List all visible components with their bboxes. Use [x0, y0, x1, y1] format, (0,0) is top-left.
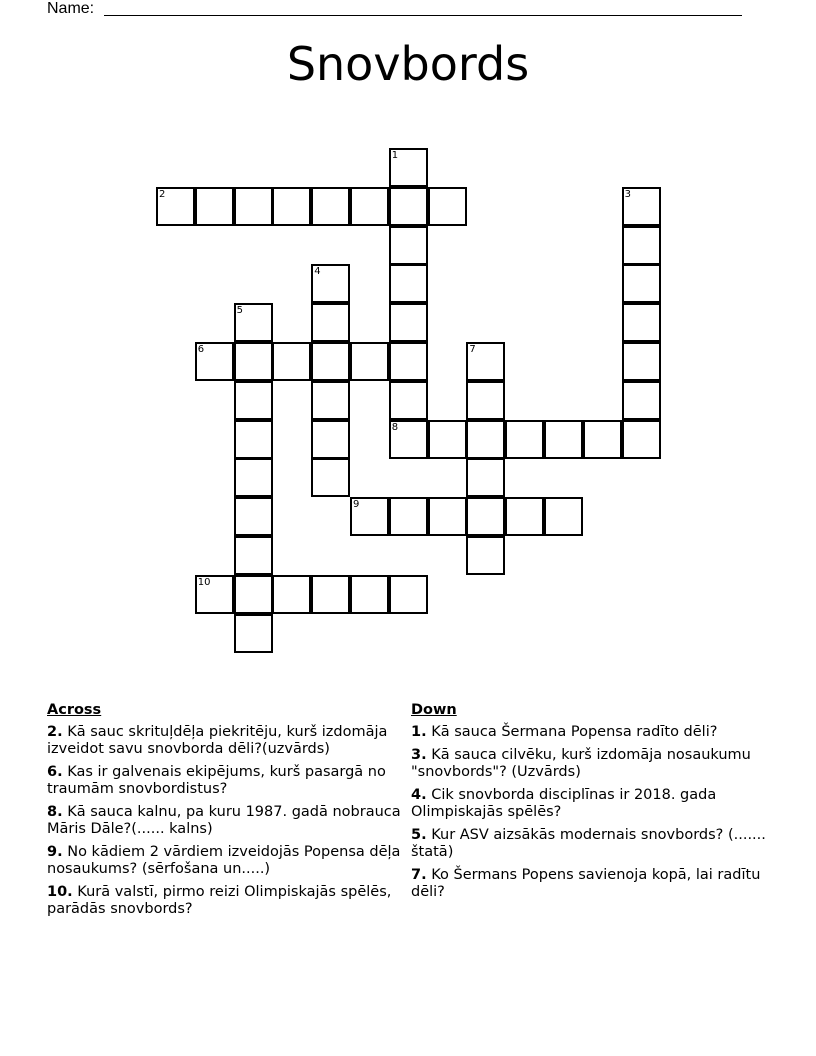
crossword-cell[interactable]	[195, 187, 234, 226]
crossword-cell[interactable]	[311, 187, 350, 226]
crossword-cell[interactable]	[234, 381, 273, 420]
crossword-cell[interactable]	[389, 226, 428, 265]
clue-down-3: 3. Kā sauca cilvēku, kurš izdomāja nosaukumu "snovbords"? (Uzvārds)	[411, 747, 751, 780]
clue-number: 10	[197, 576, 211, 588]
crossword-cell[interactable]	[466, 536, 505, 575]
crossword-cell[interactable]	[350, 187, 389, 226]
clue-across-10: 10. Kurā valstī, pirmo reizi Olimpiskajās spēlēs, parādās snovbords?	[47, 884, 392, 917]
crossword-cell[interactable]	[389, 575, 428, 614]
clue-across-2: 2. Kā sauc skrituļdēļa piekritēju, kurš izdomāja izveidot savu snovborda dēli?(uzvārds)	[47, 724, 388, 757]
crossword-cell[interactable]	[311, 264, 350, 303]
crossword-cell[interactable]	[622, 342, 661, 381]
crossword-cell[interactable]	[544, 497, 583, 536]
crossword-cell[interactable]	[234, 497, 273, 536]
crossword-cell[interactable]	[350, 575, 389, 614]
crossword-cell[interactable]	[234, 536, 273, 575]
crossword-cell[interactable]	[389, 148, 428, 187]
crossword-cell[interactable]	[272, 575, 311, 614]
across-heading: Across	[47, 702, 102, 718]
across-clues	[47, 702, 407, 924]
crossword-cell[interactable]	[389, 420, 428, 459]
crossword-cell[interactable]	[272, 187, 311, 226]
clue-down-1: 1. Kā sauca Šermana Popensa radīto dēli?	[411, 724, 718, 740]
crossword-cell[interactable]	[466, 381, 505, 420]
crossword-cell[interactable]	[466, 458, 505, 497]
crossword-cell[interactable]	[311, 575, 350, 614]
down-heading: Down	[411, 702, 457, 718]
clue-number: 5	[236, 305, 243, 317]
crossword-cell[interactable]	[234, 187, 273, 226]
crossword-cell[interactable]	[195, 575, 234, 614]
crossword-cell[interactable]	[466, 497, 505, 536]
crossword-cell[interactable]	[156, 187, 195, 226]
crossword-cell[interactable]	[428, 497, 467, 536]
crossword-cell[interactable]	[195, 342, 234, 381]
crossword-cell[interactable]	[583, 420, 622, 459]
crossword-cell[interactable]	[428, 187, 467, 226]
crossword-cell[interactable]	[389, 381, 428, 420]
crossword-cell[interactable]	[622, 381, 661, 420]
down-clues	[411, 702, 776, 907]
clue-down-7: 7. Ko Šermans Popens savienoja kopā, lai radītu dēli?	[411, 867, 761, 900]
crossword-cell[interactable]	[234, 458, 273, 497]
crossword-cell[interactable]	[428, 420, 467, 459]
crossword-cell[interactable]	[272, 342, 311, 381]
clue-number: 3	[624, 188, 631, 200]
clue-number: 9	[353, 499, 360, 511]
crossword-cell[interactable]	[622, 187, 661, 226]
crossword-cell[interactable]	[466, 342, 505, 381]
clue-number: 2	[159, 188, 166, 200]
crossword-cell[interactable]	[544, 420, 583, 459]
clue-down-4: 4. Cik snovborda disciplīnas ir 2018. gada Olimpiskajās spēlēs?	[411, 787, 717, 820]
clue-across-8: 8. Kā sauca kalnu, pa kuru 1987. gadā nobrauca Māris Dāle?(...... kalns)	[47, 804, 401, 837]
crossword-cell[interactable]	[389, 342, 428, 381]
crossword-cell[interactable]	[234, 614, 273, 653]
crossword-cell[interactable]	[311, 381, 350, 420]
crossword-cell[interactable]	[311, 458, 350, 497]
crossword-cell[interactable]	[622, 303, 661, 342]
clue-across-6: 6. Kas ir galvenais ekipējums, kurš pasargā no traumām snovbordistus?	[47, 764, 386, 797]
clue-number: 4	[314, 266, 321, 278]
crossword-cell[interactable]	[234, 575, 273, 614]
crossword-cell[interactable]	[311, 420, 350, 459]
crossword-cell[interactable]	[389, 303, 428, 342]
clue-number: 8	[391, 421, 399, 433]
crossword-cell[interactable]	[389, 497, 428, 536]
name-label: Name:	[47, 0, 95, 17]
clue-down-5: 5. Kur ASV aizsākās modernais snovbords? (....... štatā)	[411, 827, 766, 860]
crossword-cell[interactable]	[622, 226, 661, 265]
crossword-cell[interactable]	[234, 342, 273, 381]
crossword-cell[interactable]	[389, 264, 428, 303]
crossword-cell[interactable]	[234, 420, 273, 459]
crossword-cell[interactable]	[622, 264, 661, 303]
clue-number: 6	[197, 344, 205, 355]
crossword-cell[interactable]	[505, 420, 544, 459]
page-title: Snovbords	[286, 37, 530, 91]
clue-number: 1	[391, 150, 399, 161]
crossword-cell[interactable]	[311, 342, 350, 381]
crossword-cell[interactable]	[234, 303, 273, 342]
crossword-cell[interactable]	[466, 420, 505, 459]
crossword-cell[interactable]	[505, 497, 544, 536]
crossword-cell[interactable]	[622, 420, 661, 459]
clue-number: 7	[469, 344, 476, 355]
crossword-cell[interactable]	[350, 497, 389, 536]
crossword-cell[interactable]	[350, 342, 389, 381]
crossword-cell[interactable]	[311, 303, 350, 342]
crossword-cell[interactable]	[389, 187, 428, 226]
clue-across-9: 9. No kādiem 2 vārdiem izveidojās Popensa dēļa nosaukums? (sērfošana un.....)	[47, 844, 401, 877]
